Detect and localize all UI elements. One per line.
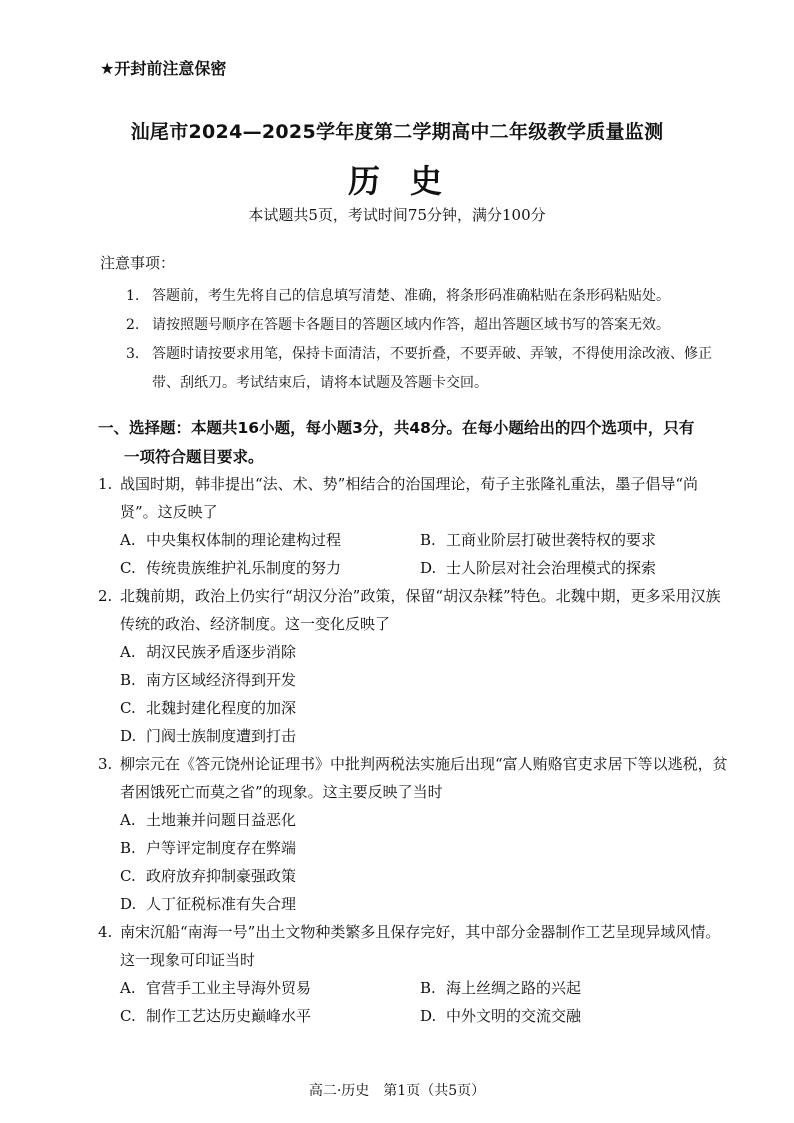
- question-3: [98, 750, 728, 918]
- option-text: 中外文明的交流交融: [446, 1007, 582, 1025]
- question-2: [98, 582, 728, 750]
- option-letter: C.: [120, 867, 136, 885]
- subject-char-2: 史: [410, 162, 447, 200]
- note-item: [100, 340, 730, 398]
- question-number: 4.: [98, 923, 113, 941]
- option-text: 传统贵族维护礼乐制度的努力: [146, 559, 342, 577]
- option-text: 土地兼并问题日益恶化: [146, 811, 297, 829]
- options: [98, 974, 728, 1030]
- question-stem: 战国时期，韩非提出“法、术、势”相结合的治国理论，荀子主张隆礼重法，墨子倡导“尚贤”。这反映了: [120, 475, 699, 521]
- note-text: 请按照题号顺序在答题卡各题目的答题区域内作答，超出答题区域书写的答案无效。: [152, 317, 670, 333]
- option-c: [120, 1002, 420, 1030]
- section-heading-line-2: 一项符合题目要求。: [124, 448, 264, 466]
- question-number: 3.: [98, 755, 113, 773]
- option-letter: A.: [120, 811, 136, 829]
- option-text: 中央集权体制的理论建构过程: [146, 531, 342, 549]
- option-letter: B.: [420, 979, 436, 997]
- option-letter: D.: [120, 727, 137, 745]
- option-b: [120, 666, 728, 694]
- option-a: [120, 974, 420, 1002]
- question-stem: 北魏前期，政治上仍实行“胡汉分治”政策，保留“胡汉杂糅”特色。北魏中期，更多采用汉族传统的政治、经济制度。这一变化反映了: [120, 587, 721, 633]
- note-number: 3.: [126, 346, 140, 362]
- option-letter: A.: [120, 643, 136, 661]
- exam-info: 本试题共5页，考试时间75分钟，满分100分: [248, 206, 546, 224]
- section-heading: [98, 414, 728, 472]
- option-text: 政府放弃抑制豪强政策: [146, 867, 297, 885]
- section-heading-line-1: 一、选择题：本题共16小题，每小题3分，共48分。在每小题给出的四个选项中，只有: [98, 419, 695, 437]
- option-letter: B.: [120, 671, 136, 689]
- note-text: 答题时请按要求用笔，保持卡面清洁，不要折叠，不要弄破、弄皱，不得使用涂改液、修正带、刮纸刀。考试结束后，请将本试题及答题卡交回。: [152, 346, 712, 391]
- option-text: 南方区域经济得到开发: [146, 671, 297, 689]
- option-letter: C.: [120, 1007, 136, 1025]
- subject-title: [0, 156, 794, 202]
- subject-char-1: 历: [347, 162, 384, 200]
- option-letter: C.: [120, 559, 136, 577]
- option-d: [420, 1002, 720, 1030]
- question-stem: 南宋沉船“南海一号”出土文物种类繁多且保存完好，其中部分金器制作工艺呈现异域风情。这一现象可印证当时: [120, 923, 721, 969]
- option-c: [120, 862, 728, 890]
- option-c: [120, 554, 420, 582]
- option-letter: D.: [120, 895, 137, 913]
- option-letter: A.: [120, 979, 136, 997]
- option-text: 门阀士族制度遭到打击: [146, 727, 297, 745]
- option-text: 士人阶层对社会治理模式的探索: [446, 559, 657, 577]
- question-number: 2.: [98, 587, 113, 605]
- option-a: [120, 806, 728, 834]
- option-text: 海上丝绸之路的兴起: [446, 979, 582, 997]
- options: [98, 806, 728, 918]
- note-item: [100, 282, 730, 311]
- option-text: 官营手工业主导海外贸易: [146, 979, 312, 997]
- question-4: [98, 918, 728, 1030]
- note-text: 答题前，考生先将自己的信息填写清楚、准确，将条形码准确粘贴在条形码粘贴处。: [152, 288, 670, 304]
- exam-title: 汕尾市2024—2025学年度第二学期高中二年级教学质量监测: [130, 121, 664, 143]
- question-stem: 柳宗元在《答元饶州论证理书》中批判两税法实施后出现“富人贿赂官吏求居下等以逃税，贫者困饿死亡而莫之省”的现象。这主要反映了当时: [120, 755, 728, 801]
- note-item: [100, 311, 730, 340]
- option-letter: C.: [120, 699, 136, 717]
- option-a: [120, 638, 728, 666]
- options: [98, 526, 728, 582]
- option-text: 北魏封建化程度的加深: [146, 699, 297, 717]
- option-d: [420, 554, 720, 582]
- option-b: [420, 526, 720, 554]
- option-letter: B.: [420, 531, 436, 549]
- option-letter: D.: [420, 1007, 437, 1025]
- option-b: [120, 834, 728, 862]
- option-letter: A.: [120, 531, 136, 549]
- options: [98, 638, 728, 750]
- option-text: 工商业阶层打破世袭特权的要求: [446, 531, 657, 549]
- option-d: [120, 722, 728, 750]
- question-1: [98, 470, 728, 582]
- confidential-mark: ★开封前注意保密: [100, 59, 227, 78]
- note-number: 1.: [126, 288, 140, 304]
- option-text: 胡汉民族矛盾逐步消除: [146, 643, 297, 661]
- notes-list: [100, 282, 730, 398]
- notes-heading: 注意事项：: [100, 254, 176, 272]
- option-c: [120, 694, 728, 722]
- questions: [98, 470, 728, 1030]
- note-number: 2.: [126, 317, 140, 333]
- option-letter: D.: [420, 559, 437, 577]
- option-d: [120, 890, 728, 918]
- question-number: 1.: [98, 475, 113, 493]
- option-text: 制作工艺达历史巅峰水平: [146, 1007, 312, 1025]
- option-b: [420, 974, 720, 1002]
- option-letter: B.: [120, 839, 136, 857]
- option-text: 人丁征税标准有失合理: [146, 895, 297, 913]
- option-a: [120, 526, 420, 554]
- option-text: 户等评定制度存在弊端: [146, 839, 297, 857]
- page-footer: 高二·历史 第1页（共5页）: [308, 1083, 486, 1099]
